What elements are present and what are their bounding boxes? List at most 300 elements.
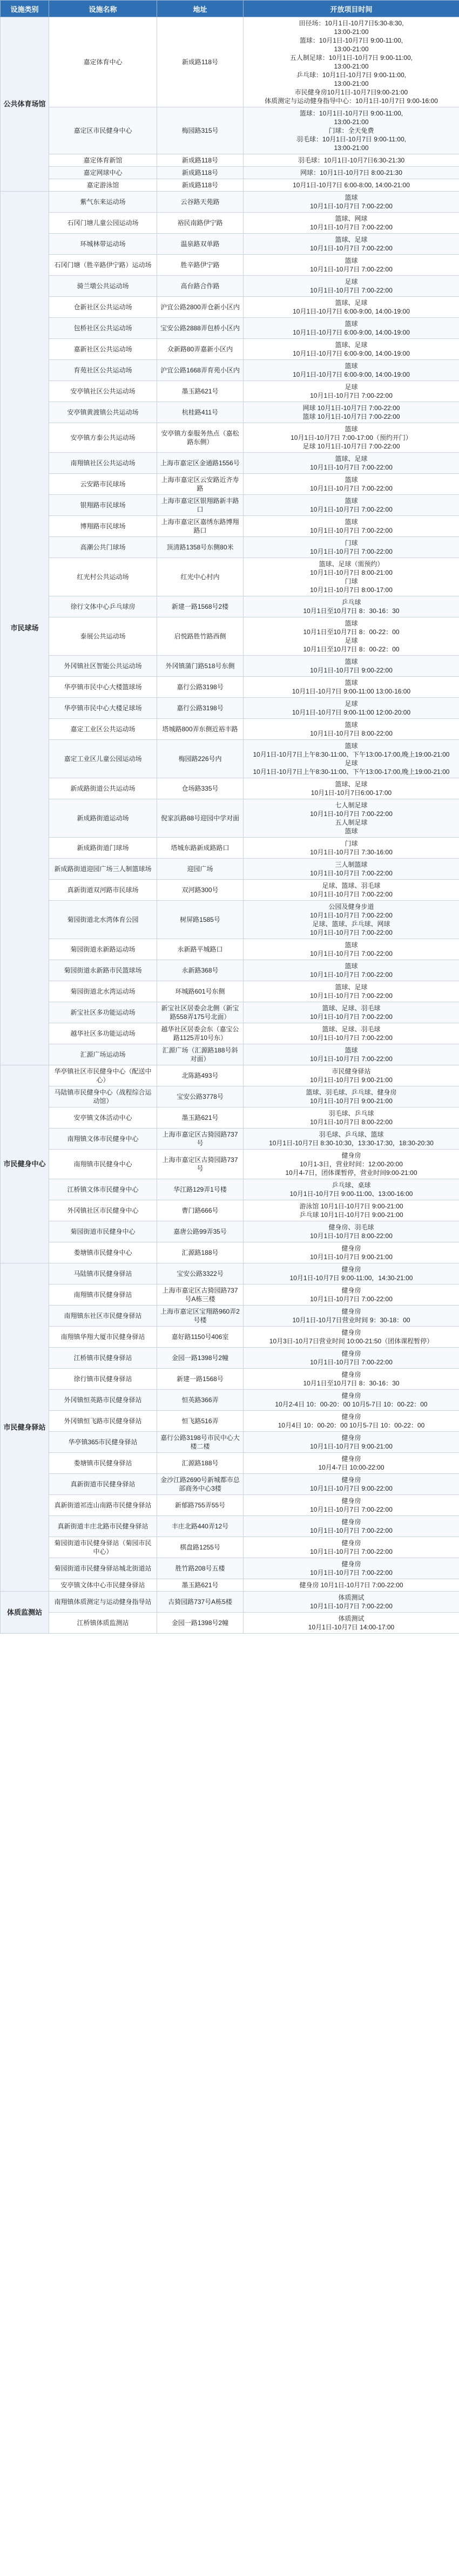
hours-line: 健身房: [341, 1455, 361, 1463]
hours-line: 乒乓球: [341, 599, 361, 606]
hours-line: 10月1日-10月7日 8:00-21:00: [310, 569, 393, 576]
hours-line: 健身房: [341, 1392, 361, 1399]
address-cell: 宝安公路2888弄包桥小区内: [157, 318, 244, 339]
table-row: [1, 1129, 459, 1150]
hours-line: 篮球: [345, 827, 358, 835]
hours-cell: [244, 234, 459, 255]
hours-line: 13:00-21:00: [334, 144, 369, 152]
hours-cell: [244, 1129, 459, 1150]
hours-cell: [244, 1411, 459, 1432]
facility-name-cell: 石冈门塘儿童公园运动场: [49, 213, 157, 234]
facility-name-cell: 嘉新社区公共运动场: [49, 339, 157, 360]
hours-cell: [244, 1150, 459, 1179]
facility-name-cell: 紫气东来运动场: [49, 192, 157, 213]
hours-line: 10月1日-10月7日 7:00-22:00: [310, 1548, 393, 1555]
table-row: [1, 719, 459, 740]
hours-line: 10月1日-10月7日 14:00-17:00: [308, 1623, 395, 1631]
hours-line: 10月1日-10月7日6:00-17:00: [310, 789, 392, 797]
hours-line: 13:00-21:00: [334, 45, 369, 53]
hours-line: 足球: [345, 700, 358, 708]
table-row: [1, 1065, 459, 1086]
hours-line: 篮球: [345, 620, 358, 627]
facility-name-cell: 菊园街道市民健身中心: [49, 1221, 157, 1242]
table-row: [1, 1327, 459, 1348]
hours-line: 篮球: [345, 425, 358, 433]
hours-line: 篮球: [345, 194, 358, 201]
facility-name-cell: 嘉定区市民健身中心: [49, 107, 157, 154]
table-row: [1, 901, 459, 939]
hours-line: 10月1日-10月7日 9:00-21:00: [310, 1253, 393, 1261]
facility-name-cell: 江桥镇市民健身驿站: [49, 1348, 157, 1369]
hours-line: 10月1日-10月7日 8:00-22:00: [310, 730, 393, 737]
table-row: [1, 537, 459, 558]
table-row: [1, 1200, 459, 1221]
hours-cell: [244, 1263, 459, 1284]
hours-cell: [244, 981, 459, 1002]
hours-line: 健身房 10月1日-10月7日 7:00-22:00: [299, 1581, 403, 1589]
table-row: [1, 453, 459, 474]
table-row: [1, 1263, 459, 1284]
hours-cell: [244, 1327, 459, 1348]
address-cell: 沪宜公路2800弄仓新小区内: [157, 297, 244, 318]
address-cell: 塔城东路新成路路口: [157, 838, 244, 859]
address-cell: 金园一路1398号2幢: [157, 1613, 244, 1634]
hours-line: 10月1日-10月7日 7:00-22:00: [310, 912, 393, 919]
category-cell: 市民健身中心: [1, 1065, 49, 1263]
hours-line: 10月1日-10月7日 9:00-21:00: [310, 1097, 393, 1105]
hours-line: 10月1日-10月7日 6:00-9:00, 14:00-19:00: [293, 371, 410, 378]
address-cell: 汇源路188号: [157, 1242, 244, 1263]
facility-name-cell: 菊园街道北水湾运动场: [49, 981, 157, 1002]
hours-cell: [244, 617, 459, 656]
hours-cell: [244, 1432, 459, 1453]
table-row: [1, 107, 459, 154]
address-cell: 上海市嘉定区古猗园路737号A栋三楼: [157, 1284, 244, 1306]
facility-name-cell: 安亭镇黄渡镇公共运动场: [49, 402, 157, 423]
hours-line: 10月1日-10月7日 7:30-16:00: [310, 848, 393, 856]
table-row: [1, 1592, 459, 1613]
facility-name-cell: 徐行文体中心乒乓球房: [49, 596, 157, 617]
hours-cell: [244, 558, 459, 596]
table-row: [1, 656, 459, 677]
hours-line: 篮球: [345, 721, 358, 729]
hours-line: 10月1日-10月7日 7:00-22:00: [310, 971, 393, 978]
facility-name-cell: 南翔镇体质测定与运动健身指导站: [49, 1592, 157, 1613]
hours-line: 10月2-4日 10：00-20：00 10月5-7日 10：00-22：00: [275, 1401, 428, 1408]
facility-name-cell: 泰展公共运动场: [49, 617, 157, 656]
table-row: [1, 154, 459, 167]
hours-line: 足球 10月1日-10月7日 7:00-22:00: [302, 443, 400, 450]
hours-line: 篮球、足球: [335, 780, 368, 788]
table-row: [1, 1284, 459, 1306]
address-cell: 顶清路1358号东侧80米: [157, 537, 244, 558]
facility-name-cell: 包桥社区公共运动场: [49, 318, 157, 339]
hours-line: 足球、篮球、羽毛球: [322, 882, 381, 889]
table-row: [1, 1044, 459, 1065]
table-row: [1, 1453, 459, 1474]
table-row: [1, 17, 459, 107]
hours-line: 市民健身房10月1日-10月7日9:00-21:00: [294, 89, 408, 96]
hours-line: 10月1日-10月7日上午8:30-11:00、下午13:00-17:00,晚上19:00-21:00: [253, 768, 450, 776]
table-row: [1, 1432, 459, 1453]
hours-line: 10月1-3日，营业时间：12:00-20:00: [300, 1160, 403, 1168]
hours-cell: [244, 1369, 459, 1390]
address-cell: 迎园广场: [157, 859, 244, 880]
hours-cell: [244, 297, 459, 318]
hours-line: 10月1日-10月7日 7:00-22:00: [310, 1034, 393, 1042]
hours-line: 篮球、足球: [335, 455, 368, 463]
hours-cell: [244, 495, 459, 516]
hours-line: 篮球、足球: [335, 299, 368, 307]
hours-line: 健身房: [341, 1329, 361, 1336]
address-cell: 新成路118号: [157, 167, 244, 179]
table-row: [1, 1390, 459, 1411]
table-row: [1, 297, 459, 318]
address-cell: 墨玉路621号: [157, 1107, 244, 1129]
address-cell: 墨玉路621号: [157, 1579, 244, 1592]
address-cell: 墨玉路621号: [157, 381, 244, 402]
facility-name-cell: 云安路市民球场: [49, 474, 157, 495]
hours-cell: [244, 360, 459, 381]
hours-cell: [244, 192, 459, 213]
hours-line: 健身房: [341, 1539, 361, 1547]
facility-name-cell: 嘉定工业区公共运动场: [49, 719, 157, 740]
category-cell: 公共体育场馆: [1, 17, 49, 192]
hours-cell: [244, 381, 459, 402]
hours-line: 篮球: [345, 679, 358, 687]
hours-cell: [244, 154, 459, 167]
facility-name-cell: 南翔镇华翔大厦市民健身驿站: [49, 1327, 157, 1348]
hours-cell: [244, 318, 459, 339]
table-row: [1, 1495, 459, 1516]
hours-line: 10月1日-10月7日 7:00-22:00: [310, 891, 393, 898]
facility-name-cell: 南翔镇文体市民健身中心: [49, 1129, 157, 1150]
hours-line: 篮球、足球: [335, 983, 368, 991]
hours-cell: [244, 1221, 459, 1242]
hours-line: 篮球 10月1日-10月7日 7:00-22:00: [302, 413, 400, 420]
hours-line: 10月1日-10月7日 7:00-22:00: [310, 202, 393, 210]
hours-line: 五人制足球：10月1日-10月7日 9:00-11:00,: [289, 54, 413, 62]
hours-line: 篮球：10月1日-10月7日 9:00-11:00,: [299, 37, 403, 44]
hours-cell: [244, 1179, 459, 1200]
address-cell: 上海市嘉定区嘉绣东路博翔路口: [157, 516, 244, 537]
facility-name-cell: 娄塘镇市民健身驿站: [49, 1453, 157, 1474]
hours-line: 足球: [345, 383, 358, 391]
hours-cell: [244, 1044, 459, 1065]
hours-line: 足球: [345, 759, 358, 767]
facility-name-cell: 嘉定工业区儿童公园运动场: [49, 740, 157, 778]
hours-line: 10月1日-10月7日营业时间 9：30-18：00: [292, 1316, 410, 1324]
hours-line: 10月1日-10月7日 7:00-22:00: [310, 392, 393, 399]
address-cell: 云谷路天苑路: [157, 192, 244, 213]
table-row: [1, 617, 459, 656]
table-row: [1, 192, 459, 213]
category-cell: 体质监测站: [1, 1592, 49, 1634]
facility-name-cell: 南翔镇东社区市民健身驿站: [49, 1306, 157, 1327]
hours-line: 10月1日-10月7日 6:00-8:00, 14:00-21:00: [293, 181, 410, 189]
facility-name-cell: 嘉定游泳馆: [49, 179, 157, 192]
address-cell: 众新路80弄嘉新小区内: [157, 339, 244, 360]
address-cell: 宝安公路3322号: [157, 1263, 244, 1284]
table-row: [1, 1150, 459, 1179]
hours-line: 健身房: [341, 1350, 361, 1357]
hours-line: 10月4日 10：00-20：00 10月5-7日 10：00-22：00: [278, 1422, 425, 1429]
table-row: [1, 1086, 459, 1107]
facility-name-cell: 新成路街道公共运动场: [49, 778, 157, 799]
address-cell: 双河路300号: [157, 880, 244, 901]
hours-line: 门球: [345, 577, 358, 585]
hours-line: 篮球：10月1日-10月7日 9:00-11:00,: [299, 110, 403, 117]
hours-cell: [244, 1579, 459, 1592]
table-row: [1, 799, 459, 838]
hours-line: 13:00-21:00: [334, 63, 369, 70]
hours-line: 网球：10月1日-10月7日 8:00-21:30: [300, 169, 402, 176]
hours-cell: [244, 1474, 459, 1495]
hours-cell: [244, 838, 459, 859]
hours-cell: [244, 17, 459, 107]
hours-cell: [244, 1242, 459, 1263]
address-cell: 塔城路800弄东侧近裕丰路: [157, 719, 244, 740]
hours-cell: [244, 276, 459, 297]
facility-name-cell: 菊园街道市民健身驿站城北街道站: [49, 1558, 157, 1579]
hours-line: 健身房: [341, 1476, 361, 1484]
table-header-row: [1, 1, 459, 17]
table-row: [1, 1023, 459, 1044]
facility-name-cell: 马陆镇市民健身中心（战程综合运动馆）: [49, 1086, 157, 1107]
table-row: [1, 880, 459, 901]
hours-line: 篮球: [345, 941, 358, 949]
address-cell: 金沙江路2690号新城都市总部商务中心3楼: [157, 1474, 244, 1495]
table-row: [1, 474, 459, 495]
table-row: [1, 960, 459, 981]
facility-name-cell: 红光村公共运动场: [49, 558, 157, 596]
table-row: [1, 495, 459, 516]
hours-line: 10月1日-10月7日 8:00-22:00: [310, 1232, 393, 1240]
hours-line: 篮球: [345, 658, 358, 665]
facility-name-cell: 骑兰墩公共运动场: [49, 276, 157, 297]
address-cell: 上海市嘉定区云安路近齐寿路: [157, 474, 244, 495]
facility-name-cell: 华亭镇社区市民健身中心（配送中心）: [49, 1065, 157, 1086]
table-row: [1, 213, 459, 234]
table-row: [1, 1369, 459, 1390]
hours-line: 10月1日-10月7日 7:00-22:00: [310, 244, 393, 252]
hours-line: 田径场：10月1日-10月7日5:30-8:30,: [299, 19, 404, 27]
address-cell: 树屏路1585号: [157, 901, 244, 939]
table-row: [1, 1516, 459, 1537]
hours-line: 10月1日-10月7日 7:00-22:00: [310, 950, 393, 957]
table-row: [1, 1306, 459, 1327]
address-cell: 上海市嘉定区古猗园路737号: [157, 1150, 244, 1179]
address-cell: 宝安公路3778号: [157, 1086, 244, 1107]
hours-cell: [244, 719, 459, 740]
hours-line: 体质测定与运动健身指导中心：10月1日-10月7日 9:00-16:00: [265, 97, 438, 105]
table-row: [1, 677, 459, 698]
table-row: [1, 1221, 459, 1242]
hours-line: 10月1日-10月7日 6:00-9:00, 14:00-19:00: [293, 329, 410, 336]
hours-cell: [244, 901, 459, 939]
hours-line: 游泳馆 10月1日-10月7日 9:00-21:00: [299, 1202, 403, 1210]
hours-line: 体质测试: [338, 1594, 364, 1601]
hours-line: 篮球: [345, 362, 358, 370]
hours-line: 门球: [345, 840, 358, 847]
address-cell: 金园一路1398号2幢: [157, 1348, 244, 1369]
table-row: [1, 698, 459, 719]
hours-line: 足球: [345, 637, 358, 644]
hours-cell: [244, 656, 459, 677]
facility-name-cell: 菊园街道北水湾体育公园: [49, 901, 157, 939]
hours-line: 10月1日-10月7日 7:00-22:00: [310, 506, 393, 513]
hours-line: 10月1日-10月7日 7:00-22:00: [310, 266, 393, 273]
hours-line: 10月1日-10月7日 7:00-22:00: [310, 527, 393, 534]
category-cell: 市民健身驿站: [1, 1263, 49, 1592]
hours-line: 10月1日-10月7日 7:00-22:00: [310, 1506, 393, 1513]
hours-line: 13:00-21:00: [334, 28, 369, 36]
hours-cell: [244, 1002, 459, 1023]
hours-line: 篮球: [345, 320, 358, 328]
hours-cell: [244, 1086, 459, 1107]
facility-name-cell: 华亭镇市民中心大楼足球场: [49, 698, 157, 719]
facility-name-cell: 新成路街道迎园广场三人制篮球场: [49, 859, 157, 880]
facility-name-cell: 安亭镇文体活动中心: [49, 1107, 157, 1129]
hours-cell: [244, 1065, 459, 1086]
hours-line: 10月1日-10月7日 7:00-22:00: [310, 1602, 393, 1610]
hours-line: 10月1日-10月7日 9:00-21:00: [310, 1443, 393, 1450]
facility-name-cell: 外冈镇恒飞路市民健身驿站: [49, 1411, 157, 1432]
hours-line: 10月1日-10月7日 7:00-22:00: [310, 1358, 393, 1366]
hours-line: 10月1日-10月7日 9:00-11:00 13:00-16:00: [292, 688, 411, 695]
table-row: [1, 1107, 459, 1129]
address-cell: 上海市嘉定区银翔路新丰路口: [157, 495, 244, 516]
hours-line: 篮球: [345, 518, 358, 526]
hours-line: 健身房: [341, 1308, 361, 1315]
hours-line: 羽毛球：10月1日-10月7日6:30-21:30: [298, 157, 405, 164]
address-cell: 汇源路188号: [157, 1453, 244, 1474]
hours-line: 10月4-7日，团体课暂停，营业时间9:00-21:00: [285, 1169, 417, 1177]
table-row: [1, 167, 459, 179]
address-cell: 胜竹路208号五楼: [157, 1558, 244, 1579]
facility-name-cell: 新成路街道门球场: [49, 838, 157, 859]
hours-cell: [244, 1200, 459, 1221]
address-cell: 环城路601号东侧: [157, 981, 244, 1002]
facility-name-cell: 安亭镇文体中心市民健身驿站: [49, 1579, 157, 1592]
facility-name-cell: 真新街道市民健身驿站: [49, 1474, 157, 1495]
hours-line: 10月1日-10月7日 7:00-22:00: [310, 810, 393, 818]
address-cell: 杭桂路411号: [157, 402, 244, 423]
hours-line: 健身房: [341, 1518, 361, 1526]
hours-cell: [244, 1107, 459, 1129]
hours-line: 10月1日-10月7日 9:00-11:00、13:00-16:00: [289, 1190, 413, 1198]
hours-cell: [244, 213, 459, 234]
facility-name-cell: 南翔镇市民健身驿站: [49, 1284, 157, 1306]
facility-name-cell: 娄塘镇市民健身中心: [49, 1242, 157, 1263]
facility-name-cell: 博翔路市民球场: [49, 516, 157, 537]
hours-line: 五人制足球: [335, 819, 368, 826]
header-category: 设施类别: [1, 1, 49, 17]
hours-line: 健身房: [341, 1266, 361, 1273]
table-row: [1, 423, 459, 453]
facility-name-cell: 越华社区多功能运动场: [49, 1023, 157, 1044]
address-cell: 汇源广场（汇源路188号斜对面）: [157, 1044, 244, 1065]
facility-name-cell: 嘉定体育中心: [49, 17, 157, 107]
hours-cell: [244, 339, 459, 360]
address-cell: 倪家浜路88号迎园中学对面: [157, 799, 244, 838]
address-cell: 越华社区居委会东（嘉宝公路1125弄10号东）: [157, 1023, 244, 1044]
address-cell: 外冈镇蒲门路518号东侧: [157, 656, 244, 677]
facility-name-cell: 银翔路市民球场: [49, 495, 157, 516]
header-hours: 开放项目时间: [244, 1, 459, 17]
hours-line: 足球、篮球、乒乓球、网球: [312, 920, 390, 928]
hours-cell: [244, 167, 459, 179]
facility-name-cell: 真新街道双河路市民球场: [49, 880, 157, 901]
address-cell: 上海市嘉定区古猗园路737号: [157, 1129, 244, 1150]
address-cell: 嘉行公路3198号: [157, 698, 244, 719]
table-row: [1, 1179, 459, 1200]
hours-cell: [244, 1306, 459, 1327]
hours-line: 健身房、羽毛球: [328, 1224, 374, 1231]
hours-line: 健身房: [341, 1287, 361, 1294]
table-row: [1, 740, 459, 778]
hours-cell: [244, 423, 459, 453]
hours-cell: [244, 107, 459, 154]
hours-cell: [244, 1592, 459, 1613]
hours-line: 篮球、足球、羽毛球: [322, 1004, 381, 1012]
address-cell: 红光中心村内: [157, 558, 244, 596]
hours-line: 乒乓球 10月1日-10月7日 9:00-21:00: [299, 1211, 403, 1219]
facility-name-cell: 育苑社区公共运动场: [49, 360, 157, 381]
facility-name-cell: 江桥镇体质监测站: [49, 1613, 157, 1634]
hours-line: 10月1日-10月7日 9:00-11:00，14:30-21:00: [289, 1274, 413, 1282]
facility-name-cell: 外冈镇恒英路市民健身驿站: [49, 1390, 157, 1411]
hours-line: 体质测试: [338, 1615, 364, 1622]
table-row: [1, 1579, 459, 1592]
hours-line: 篮球: [345, 476, 358, 484]
hours-line: 10月1日-10月7日 8:30-10:30，13:30-17:30，18:30-20:30: [269, 1139, 434, 1147]
hours-line: 健身房: [341, 1560, 361, 1568]
hours-line: 乒乓球：10月1日-10月7日 9:00-11:00,: [296, 71, 407, 79]
hours-line: 健身房: [341, 1371, 361, 1378]
table-row: [1, 402, 459, 423]
hours-cell: [244, 960, 459, 981]
facility-name-cell: 高潮公共门球场: [49, 537, 157, 558]
facility-name-cell: 环城林带运动场: [49, 234, 157, 255]
address-cell: 恒飞路516弄: [157, 1411, 244, 1432]
table-row: [1, 318, 459, 339]
facility-name-cell: 外冈镇社区市民健身中心: [49, 1200, 157, 1221]
hours-line: 10月1日-10月7日 7:00-22:00: [310, 1527, 393, 1534]
table-row: [1, 778, 459, 799]
facility-name-cell: 仓新社区公共运动场: [49, 297, 157, 318]
hours-cell: [244, 474, 459, 495]
hours-line: 10月1日-10月7日 7:00-22:00: [310, 485, 393, 492]
hours-line: 10月1日-10月7日 9:00-22:00: [310, 667, 393, 674]
hours-line: 10月1日-10月7日 7:00-17:00（预约开门）: [291, 434, 412, 441]
table-row: [1, 1002, 459, 1023]
hours-cell: [244, 402, 459, 423]
address-cell: 嘉行公路3198号: [157, 677, 244, 698]
table-row: [1, 596, 459, 617]
hours-line: 10月1日-10月7日 7:00-22:00: [310, 1295, 393, 1303]
address-cell: 华江路129弄1号楼: [157, 1179, 244, 1200]
facility-name-cell: 华亭镇365市民健身驿站: [49, 1432, 157, 1453]
address-cell: 新郁路755弄55号: [157, 1495, 244, 1516]
table-row: [1, 1474, 459, 1495]
table-row: [1, 255, 459, 276]
table-row: [1, 1242, 459, 1263]
facility-name-cell: 江桥镇文体市民健身中心: [49, 1179, 157, 1200]
address-cell: 裕民南路伊宁路: [157, 213, 244, 234]
hours-cell: [244, 859, 459, 880]
address-cell: 沪宜公路1668弄育苑小区内: [157, 360, 244, 381]
